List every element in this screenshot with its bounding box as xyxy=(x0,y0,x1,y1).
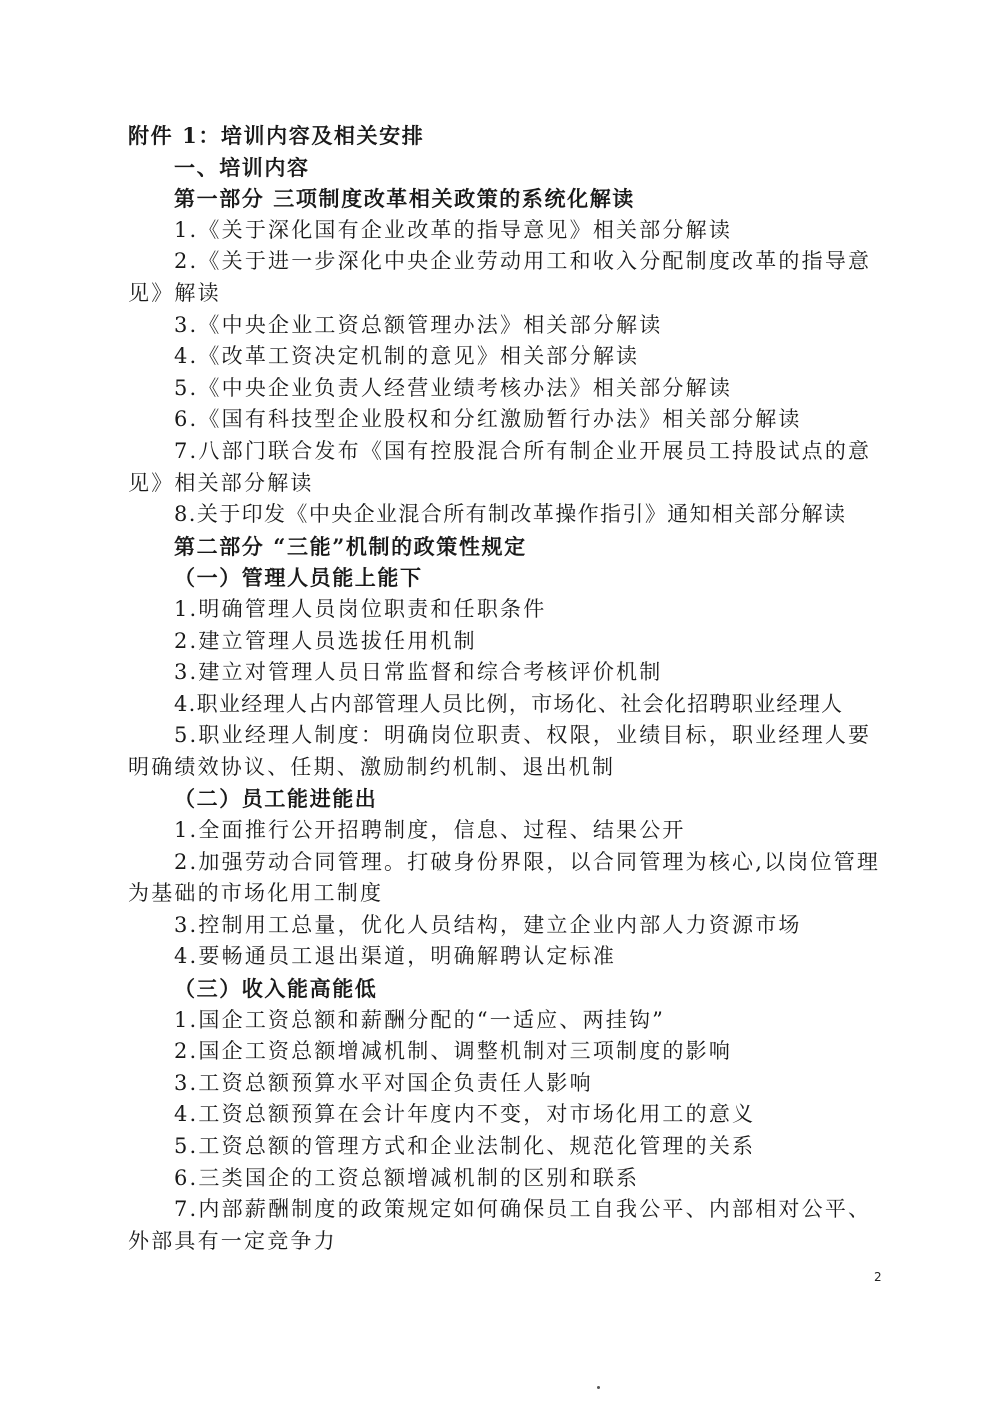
part1-item: 3.《中央企业工资总额管理办法》相关部分解读 xyxy=(174,312,663,337)
part1-item: 5.《中央企业负责人经营业绩考核办法》相关部分解读 xyxy=(174,375,733,400)
sub3-item: 7.内部薪酬制度的政策规定如何确保员工自我公平、内部相对公平、外部具有一定竞争力 xyxy=(128,1197,872,1253)
sub2-item: 2.加强劳动合同管理。打破身份界限，以合同管理为核心,以岗位管理为基础的市场化用工制度 xyxy=(128,849,881,906)
sub1-item: 3.建立对管理人员日常监督和综合考核评价机制 xyxy=(174,660,663,685)
part1-item: 2.《关于进一步深化中央企业劳动用工和收入分配制度改革的指导意见》解读 xyxy=(128,249,872,305)
part1-item: 7.八部门联合发布《国有控股混合所有制企业开展员工持股试点的意见》相关部分解读 xyxy=(128,438,872,495)
scan-speck xyxy=(597,1386,600,1389)
sub1-item: 2.建立管理人员选拔任用机制 xyxy=(174,628,477,653)
document-body xyxy=(128,120,888,1257)
sub1-item: 5.职业经理人制度：明确岗位职责、权限，业绩目标，职业经理人要明确绩效协议、任期、激励制约机制、退出机制 xyxy=(128,723,872,779)
sub2-item: 4.要畅通员工退出渠道，明确解聘认定标准 xyxy=(174,944,617,969)
part1-item: 1.《关于深化国有企业改革的指导意见》相关部分解读 xyxy=(174,217,733,242)
part1-item: 8.关于印发《中央企业混合所有制改革操作指引》通知相关部分解读 xyxy=(174,502,847,527)
part2-heading: 第二部分 “三能”机制的政策性规定 xyxy=(174,533,527,559)
sub1-item: 4.职业经理人占内部管理人员比例，市场化、社会化招聘职业经理人 xyxy=(174,691,844,716)
sub3-item: 6.三类国企的工资总额增减机制的区别和联系 xyxy=(174,1165,640,1190)
sub1-item: 1.明确管理人员岗位职责和任职条件 xyxy=(174,596,547,621)
sub3-item: 3.工资总额预算水平对国企负责任人影响 xyxy=(174,1070,593,1095)
sub3-item: 1.国企工资总额和薪酬分配的“一适应、两挂钩” xyxy=(174,1007,666,1032)
part1-heading: 第一部分 三项制度改革相关政策的系统化解读 xyxy=(174,186,635,212)
part1-item: 6.《国有科技型企业股权和分红激励暂行办法》相关部分解读 xyxy=(174,407,802,432)
attachment-title: 附件 1：培训内容及相关安排 xyxy=(128,123,425,148)
sub2-item: 3.控制用工总量，优化人员结构，建立企业内部人力资源市场 xyxy=(174,912,802,937)
sub3-item: 5.工资总额的管理方式和企业法制化、规范化管理的关系 xyxy=(174,1134,756,1158)
sub1-heading: （一）管理人员能上能下 xyxy=(174,565,423,591)
sub3-heading: （三）收入能高能低 xyxy=(174,976,378,1002)
sub3-item: 4.工资总额预算在会计年度内不变，对市场化用工的意义 xyxy=(174,1102,756,1127)
sub3-item: 2.国企工资总额增减机制、调整机制对三项制度的影响 xyxy=(174,1039,733,1064)
sub2-item: 1.全面推行公开招聘制度，信息、过程、结果公开 xyxy=(174,818,686,843)
sub2-heading: （二）员工能进能出 xyxy=(174,786,378,812)
page-number: 2 xyxy=(874,1270,882,1284)
section-heading-training-content: 一、培训内容 xyxy=(174,154,310,180)
part1-item: 4.《改革工资决定机制的意见》相关部分解读 xyxy=(174,344,640,369)
